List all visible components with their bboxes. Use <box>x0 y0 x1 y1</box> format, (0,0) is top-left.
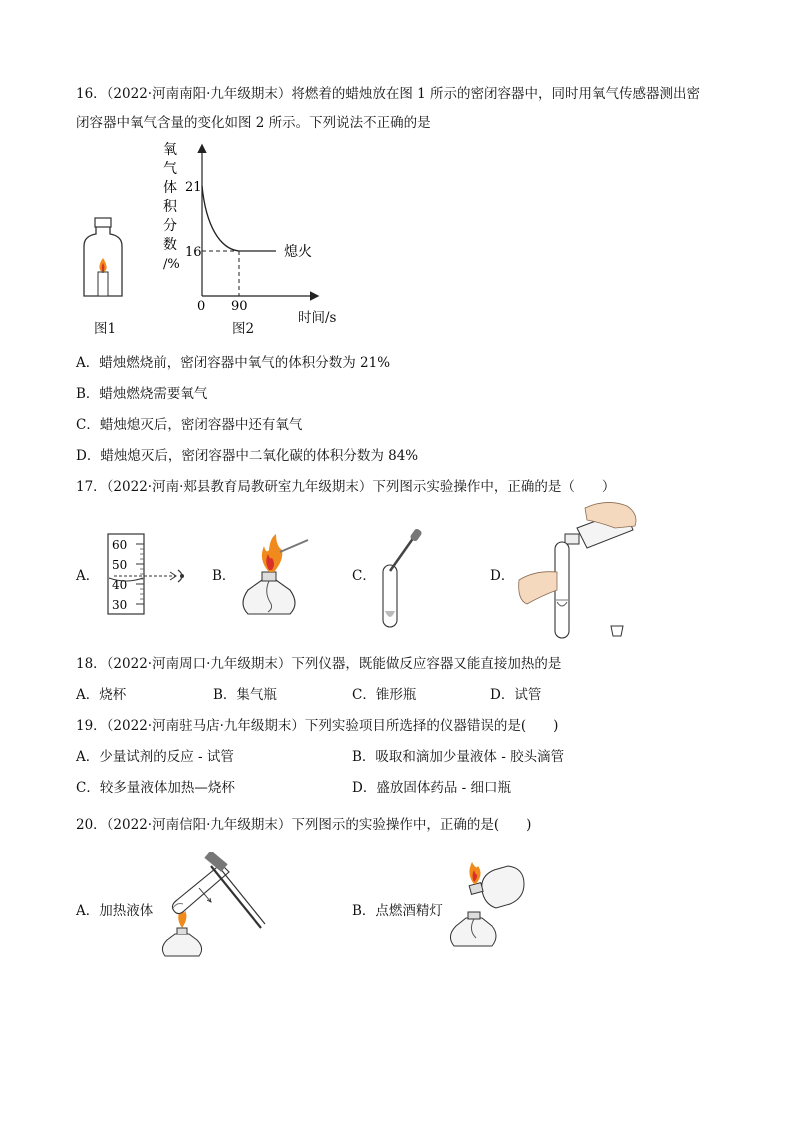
q20-figure-a-heating-liquid <box>155 852 267 962</box>
fig2-oxygen-chart <box>155 140 355 310</box>
fig1-caption: 图1 <box>94 321 117 337</box>
q17-figure-b-lamp-lighting <box>236 532 314 618</box>
q17-option-d-label: D． <box>490 568 515 584</box>
q17-figure-d-pouring <box>515 500 645 645</box>
x-tick-label: 0 <box>197 299 206 310</box>
q16-option-a: A．蜡烛燃烧前，密闭容器中氧气的体积分数为 21% <box>76 355 391 371</box>
q17-option-a-label: A． <box>76 568 100 584</box>
cylinder-tick-label: 60 <box>112 538 128 552</box>
y-tick-label: 16 <box>185 245 202 260</box>
q20-figure-b-lighting-lamp <box>446 860 528 952</box>
q19-option-c: C．较多量液体加热—烧杯 <box>76 780 235 796</box>
q17-stem: 17．（2022·河南·郏县教育局教研室九年级期末）下列图示实验操作中，正确的是（ ） <box>76 479 616 495</box>
q20-stem: 20．（2022·河南信阳·九年级期末）下列图示的实验操作中，正确的是( ) <box>76 817 532 833</box>
cylinder-tick-label: 50 <box>112 558 128 572</box>
q16-stem-line1: 16．（2022·河南南阳·九年级期末）将燃着的蜡烛放在图 1 所示的密闭容器中，同时用氧气传感器测出密 <box>76 86 701 102</box>
oxygen-curve <box>202 186 276 251</box>
q17-option-b-label: B． <box>212 568 236 584</box>
y-axis-unit: /% <box>163 257 180 272</box>
cylinder-tick-label: 30 <box>112 598 128 612</box>
q19-option-d: D．盛放固体药品 - 细口瓶 <box>352 780 511 796</box>
y-label-char: 积 <box>163 199 177 215</box>
q18-option-a: A．烧杯 <box>76 687 127 703</box>
q16-option-d: D．蜡烛熄灭后，密闭容器中二氧化碳的体积分数为 84% <box>76 448 419 464</box>
q18-option-c: C．锥形瓶 <box>352 687 417 703</box>
y-tick-label: 21 <box>185 180 202 195</box>
extinguish-annotation: 熄火 <box>284 244 312 260</box>
q18-option-b: B．集气瓶 <box>213 687 277 703</box>
q20-option-a: A．加热液体 <box>76 903 154 919</box>
x-tick-label: 90 <box>231 299 248 310</box>
y-label-char: 体 <box>163 180 177 196</box>
fig2-caption: 图2 <box>232 321 255 337</box>
q18-option-d: D．试管 <box>490 687 542 703</box>
q17-option-c-label: C． <box>352 568 376 584</box>
y-axis-label <box>163 142 178 253</box>
y-label-char: 数 <box>163 237 177 253</box>
q19-option-a: A．少量试剂的反应 - 试管 <box>76 749 234 765</box>
y-label-char: 氧 <box>163 142 177 158</box>
fig1-candle-jar <box>78 216 128 302</box>
x-axis-label: 时间/s <box>298 310 337 326</box>
y-label-char: 气 <box>163 161 177 177</box>
q16-option-b: B．蜡烛燃烧需要氧气 <box>76 386 208 402</box>
q19-option-b: B．吸取和滴加少量液体 - 胶头滴管 <box>352 749 565 765</box>
q20-option-b: B．点燃酒精灯 <box>352 903 443 919</box>
q16-stem-line2: 闭容器中氧气含量的变化如图 2 所示。下列说法不正确的是 <box>76 115 431 131</box>
q19-stem: 19．（2022·河南驻马店·九年级期末）下列实验项目所选择的仪器错误的是( ) <box>76 718 559 734</box>
cylinder-tick-label: 40 <box>112 578 128 592</box>
q17-figure-c-dropper <box>376 527 436 631</box>
q18-stem: 18．（2022·河南周口·九年级期末）下列仪器，既能做反应容器又能直接加热的是 <box>76 656 562 672</box>
q17-figure-a-cylinder <box>100 532 192 616</box>
q16-option-c: C．蜡烛熄灭后，密闭容器中还有氧气 <box>76 417 303 433</box>
y-label-char: 分 <box>163 218 177 234</box>
